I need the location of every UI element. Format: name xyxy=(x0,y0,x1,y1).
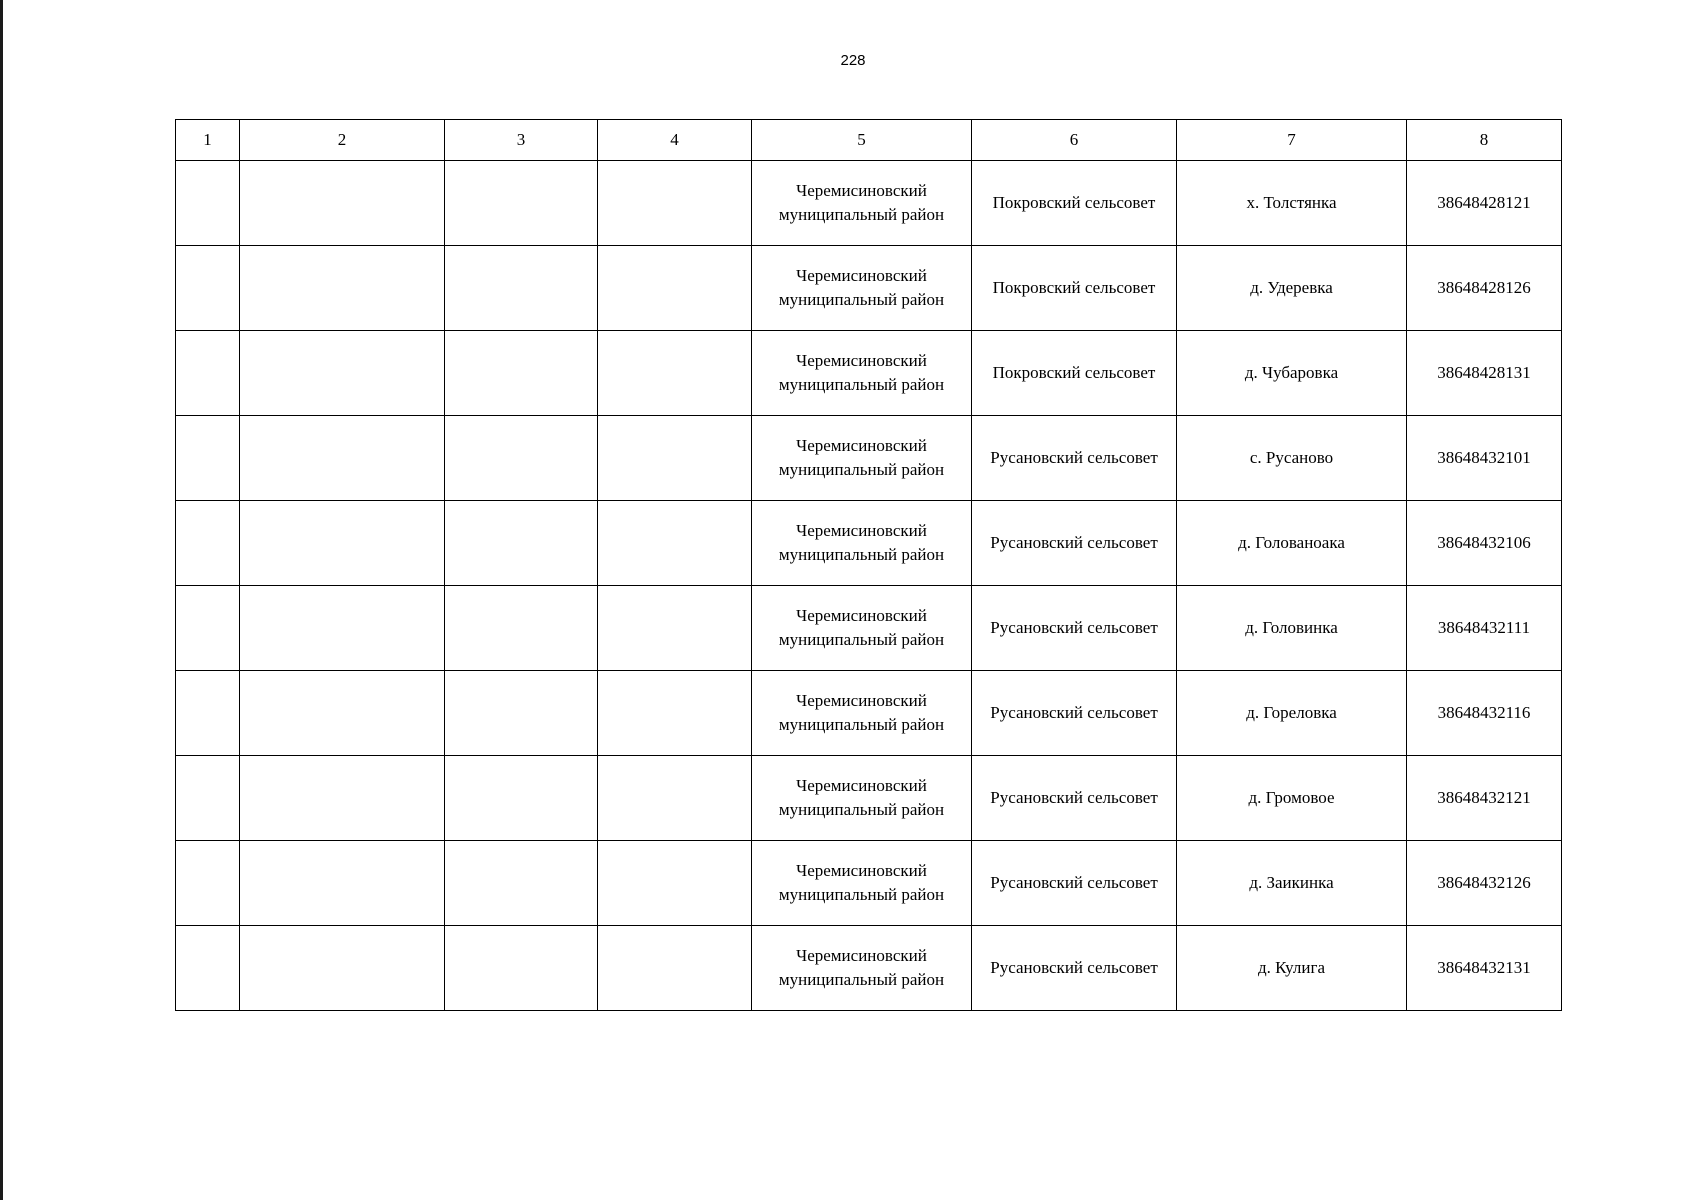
cell-col-3 xyxy=(445,161,598,246)
cell-col-4 xyxy=(598,586,752,671)
cell-col-2 xyxy=(240,926,445,1011)
cell-col-2 xyxy=(240,416,445,501)
cell-code: 38648432116 xyxy=(1407,671,1562,756)
cell-col-2 xyxy=(240,671,445,756)
cell-col-3 xyxy=(445,926,598,1011)
district-line-2: муниципальный район xyxy=(778,630,945,649)
cell-code: 38648432101 xyxy=(1407,416,1562,501)
table-row xyxy=(176,841,1562,926)
page-number: 228 xyxy=(840,52,866,69)
district-line-2: муниципальный район xyxy=(778,375,945,394)
district-line-1: Черемисиновский xyxy=(796,521,927,540)
table-row xyxy=(176,416,1562,501)
district-line-1: Черемисиновский xyxy=(796,436,927,455)
table-row xyxy=(176,161,1562,246)
cell-col-1 xyxy=(176,501,240,586)
cell-district xyxy=(752,246,972,331)
cell-col-4 xyxy=(598,671,752,756)
district-line-2: муниципальный район xyxy=(778,970,945,989)
header-row xyxy=(176,120,1562,161)
cell-col-2 xyxy=(240,586,445,671)
cell-district xyxy=(752,416,972,501)
cell-council: Покровский сельсовет xyxy=(972,331,1177,416)
cell-district xyxy=(752,586,972,671)
table-row xyxy=(176,756,1562,841)
district-line-1: Черемисиновский xyxy=(796,776,927,795)
cell-col-2 xyxy=(240,756,445,841)
cell-district xyxy=(752,926,972,1011)
cell-council: Русановский сельсовет xyxy=(972,501,1177,586)
table-row xyxy=(176,671,1562,756)
cell-settlement: д. Громовое xyxy=(1177,756,1407,841)
scan-left-edge xyxy=(0,0,3,1200)
cell-council: Русановский сельсовет xyxy=(972,586,1177,671)
cell-settlement: д. Заикинка xyxy=(1177,841,1407,926)
district-line-2: муниципальный район xyxy=(778,715,945,734)
cell-col-3 xyxy=(445,246,598,331)
cell-district xyxy=(752,501,972,586)
cell-col-2 xyxy=(240,246,445,331)
header-col-5: 5 xyxy=(752,120,972,161)
table-row xyxy=(176,501,1562,586)
cell-settlement: д. Кулига xyxy=(1177,926,1407,1011)
cell-col-3 xyxy=(445,331,598,416)
cell-col-4 xyxy=(598,161,752,246)
cell-col-3 xyxy=(445,756,598,841)
header-col-8: 8 xyxy=(1407,120,1562,161)
cell-col-1 xyxy=(176,756,240,841)
district-line-2: муниципальный район xyxy=(778,460,945,479)
cell-col-4 xyxy=(598,926,752,1011)
cell-col-1 xyxy=(176,841,240,926)
cell-code: 38648428121 xyxy=(1407,161,1562,246)
cell-col-3 xyxy=(445,586,598,671)
district-line-2: муниципальный район xyxy=(778,885,945,904)
cell-col-4 xyxy=(598,416,752,501)
cell-col-1 xyxy=(176,331,240,416)
cell-district xyxy=(752,841,972,926)
table-row xyxy=(176,586,1562,671)
table-row xyxy=(176,246,1562,331)
cell-settlement: д. Чубаровка xyxy=(1177,331,1407,416)
cell-col-2 xyxy=(240,161,445,246)
cell-col-1 xyxy=(176,671,240,756)
cell-col-1 xyxy=(176,161,240,246)
district-line-1: Черемисиновский xyxy=(796,606,927,625)
cell-council: Русановский сельсовет xyxy=(972,926,1177,1011)
district-line-1: Черемисиновский xyxy=(796,351,927,370)
cell-settlement: д. Голованоака xyxy=(1177,501,1407,586)
cell-council: Русановский сельсовет xyxy=(972,416,1177,501)
cell-district xyxy=(752,161,972,246)
cell-code: 38648432111 xyxy=(1407,586,1562,671)
cell-col-3 xyxy=(445,501,598,586)
district-line-1: Черемисиновский xyxy=(796,946,927,965)
table-row xyxy=(176,331,1562,416)
cell-col-3 xyxy=(445,671,598,756)
cell-code: 38648432131 xyxy=(1407,926,1562,1011)
cell-col-1 xyxy=(176,586,240,671)
district-line-2: муниципальный район xyxy=(778,800,945,819)
cell-col-3 xyxy=(445,416,598,501)
cell-code: 38648432106 xyxy=(1407,501,1562,586)
cell-col-2 xyxy=(240,501,445,586)
cell-col-2 xyxy=(240,331,445,416)
district-line-2: муниципальный район xyxy=(778,290,945,309)
cell-code: 38648432121 xyxy=(1407,756,1562,841)
table-row xyxy=(176,926,1562,1011)
cell-col-3 xyxy=(445,841,598,926)
district-line-1: Черемисиновский xyxy=(796,861,927,880)
cell-settlement: х. Толстянка xyxy=(1177,161,1407,246)
cell-council: Покровский сельсовет xyxy=(972,246,1177,331)
cell-col-4 xyxy=(598,841,752,926)
cell-code: 38648432126 xyxy=(1407,841,1562,926)
header-col-3: 3 xyxy=(445,120,598,161)
cell-col-4 xyxy=(598,501,752,586)
cell-code: 38648428131 xyxy=(1407,331,1562,416)
header-col-7: 7 xyxy=(1177,120,1407,161)
cell-council: Покровский сельсовет xyxy=(972,161,1177,246)
cell-col-1 xyxy=(176,416,240,501)
cell-council: Русановский сельсовет xyxy=(972,841,1177,926)
cell-district xyxy=(752,671,972,756)
cell-col-4 xyxy=(598,246,752,331)
cell-col-4 xyxy=(598,331,752,416)
cell-settlement: д. Гореловка xyxy=(1177,671,1407,756)
district-line-2: муниципальный район xyxy=(778,545,945,564)
cell-settlement: д. Удеревка xyxy=(1177,246,1407,331)
cell-col-1 xyxy=(176,926,240,1011)
cell-district xyxy=(752,756,972,841)
cell-col-1 xyxy=(176,246,240,331)
district-line-1: Черемисиновский xyxy=(796,181,927,200)
header-col-2: 2 xyxy=(240,120,445,161)
header-col-1: 1 xyxy=(176,120,240,161)
district-line-1: Черемисиновский xyxy=(796,691,927,710)
cell-col-2 xyxy=(240,841,445,926)
settlements-table xyxy=(175,119,1562,1011)
header-col-4: 4 xyxy=(598,120,752,161)
cell-code: 38648428126 xyxy=(1407,246,1562,331)
cell-district xyxy=(752,331,972,416)
cell-settlement: д. Головинка xyxy=(1177,586,1407,671)
district-line-1: Черемисиновский xyxy=(796,266,927,285)
header-col-6: 6 xyxy=(972,120,1177,161)
cell-col-4 xyxy=(598,756,752,841)
district-line-2: муниципальный район xyxy=(778,205,945,224)
cell-council: Русановский сельсовет xyxy=(972,756,1177,841)
cell-council: Русановский сельсовет xyxy=(972,671,1177,756)
cell-settlement: с. Русаново xyxy=(1177,416,1407,501)
